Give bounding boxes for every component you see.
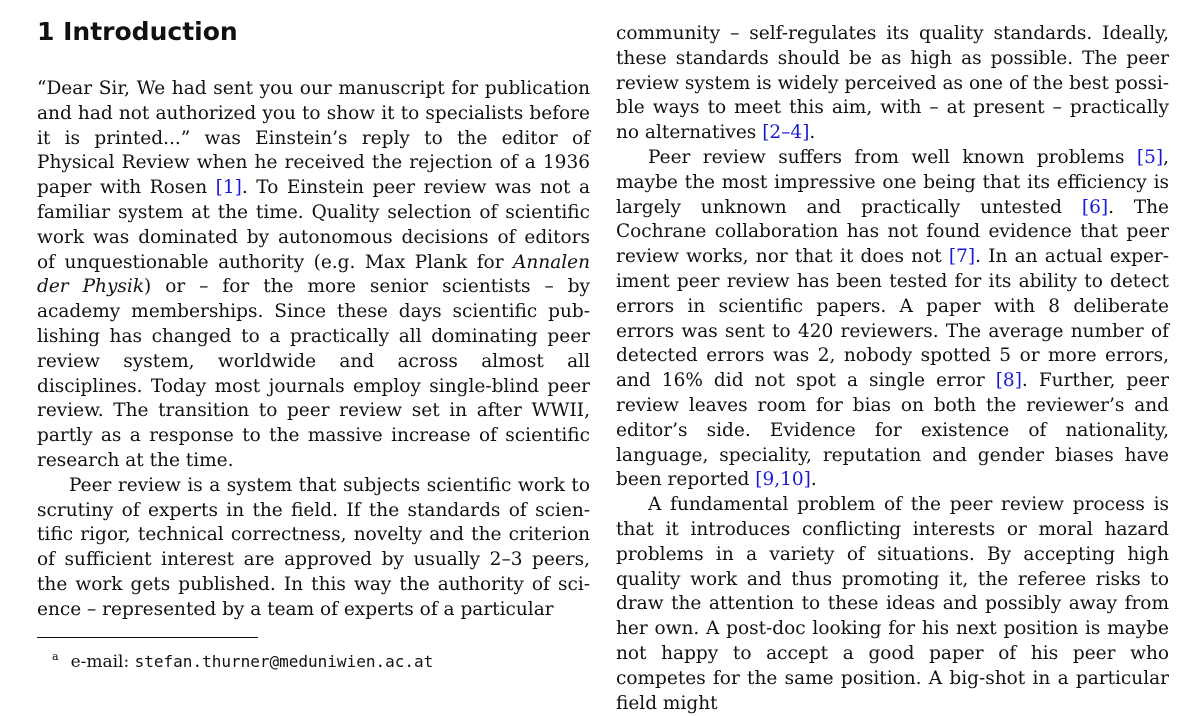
citation-link[interactable]: [6] [1081, 196, 1109, 218]
text-run: . To Einstein peer review was not a familiar system at the time. Quality selection of scientific work was dominated by autonomous decisions of editors of unquestionable authority (e.g. Max Plank for [37, 177, 590, 273]
section-title: Introduction [63, 17, 238, 46]
text-run: . [809, 122, 816, 144]
text-run: . [810, 469, 817, 491]
text-run: . In an actual experiment peer review has been tested for its ability to detect errors in scientific papers. A paper with 8 deliberate errors was sent to 420 reviewers. The average number of detected errors was 2, nobody spotted 5 or more errors, and 16% did not spot a single error [616, 246, 1169, 392]
citation-link[interactable]: [8] [995, 370, 1022, 392]
paragraph-peer-review-definition [37, 474, 590, 623]
citation-link[interactable]: [9,10] [755, 469, 811, 491]
text-run: Peer review is a system that subjects scientific work to scrutiny of experts in the field. If the standards of scientific rigor, technical correctness, novelty and the criterion of sufficient interest are approved by usually 2–3 peers, the work gets published. In this way the authority of science – represented by a team of experts of a particular [37, 474, 590, 620]
text-run: Peer review suffers from well known problems [648, 146, 1137, 168]
section-number: 1 [37, 17, 55, 46]
citation-link[interactable]: [5] [1136, 146, 1164, 168]
left-column [37, 0, 590, 623]
citation-link[interactable]: [7] [948, 246, 976, 268]
paragraph-einstein [37, 77, 590, 474]
paragraph-continuation [616, 22, 1169, 146]
footnote-marker: a [52, 650, 59, 663]
text-run: . Further, peer review leaves room for bias on both the reviewer’s and editor’s side. Evidence for existence of nationality, language, speciality, reputation and gender biases have been reported [616, 370, 1169, 491]
text-run: A fundamental problem of the peer review process is that it introduces conflicting interests or moral hazard problems in a variety of situations. By accepting high quality work and thus promoting it, the referee risks to draw the attention to these ideas and possibly away from her own. A post-doc looking for his next position is maybe not happy to accept a good paper of his peer who competes for the same position. A big-shot in a particular field might [616, 494, 1169, 714]
text-run: community – self-regulates its quality standards. Ideally, these standards should be as high as possible. The peer review system is widely perceived as one of the best possible ways to meet this aim, with – at present – practically no alternatives [616, 23, 1169, 144]
email-address[interactable]: stefan.thurner@meduniwien.ac.at [134, 652, 434, 671]
text-run: “Dear Sir, We had sent you our manuscript for publication and had not authorized you to show it to specialists before it is printed...” was Einstein’s reply to the editor of Physical Review when he received the rejection of a 1936 paper with Rosen [37, 78, 590, 199]
footnote-label: e-mail: [70, 652, 135, 672]
section-heading [37, 14, 590, 50]
footnote [52, 646, 433, 673]
text-run: ) or – for the more senior scientists – by academy memberships. Since these days scientific publishing has changed to a practically all dominating peer review system, worldwide and across almost all disciplines. Today most journals employ single-blind peer review. The transition to peer review set in after WWII, partly as a response to the massive increase of scientific research at the time. [37, 276, 590, 471]
text-run: , maybe the most impressive one being that its efficiency is largely unknown and practically untested [616, 146, 1169, 218]
citation-link[interactable]: [2–4] [762, 122, 810, 144]
text-run: . The Cochrane collaboration has not found evidence that peer review works, nor that it does not [616, 196, 1170, 268]
footnote-rule [37, 637, 258, 638]
citation-link[interactable]: [1] [215, 177, 242, 199]
right-column [616, 22, 1169, 716]
paragraph-conflicting-interests [616, 493, 1169, 716]
paragraph-peer-review-problems [616, 146, 1169, 493]
journal-name: Annalen der Physik [37, 251, 590, 298]
